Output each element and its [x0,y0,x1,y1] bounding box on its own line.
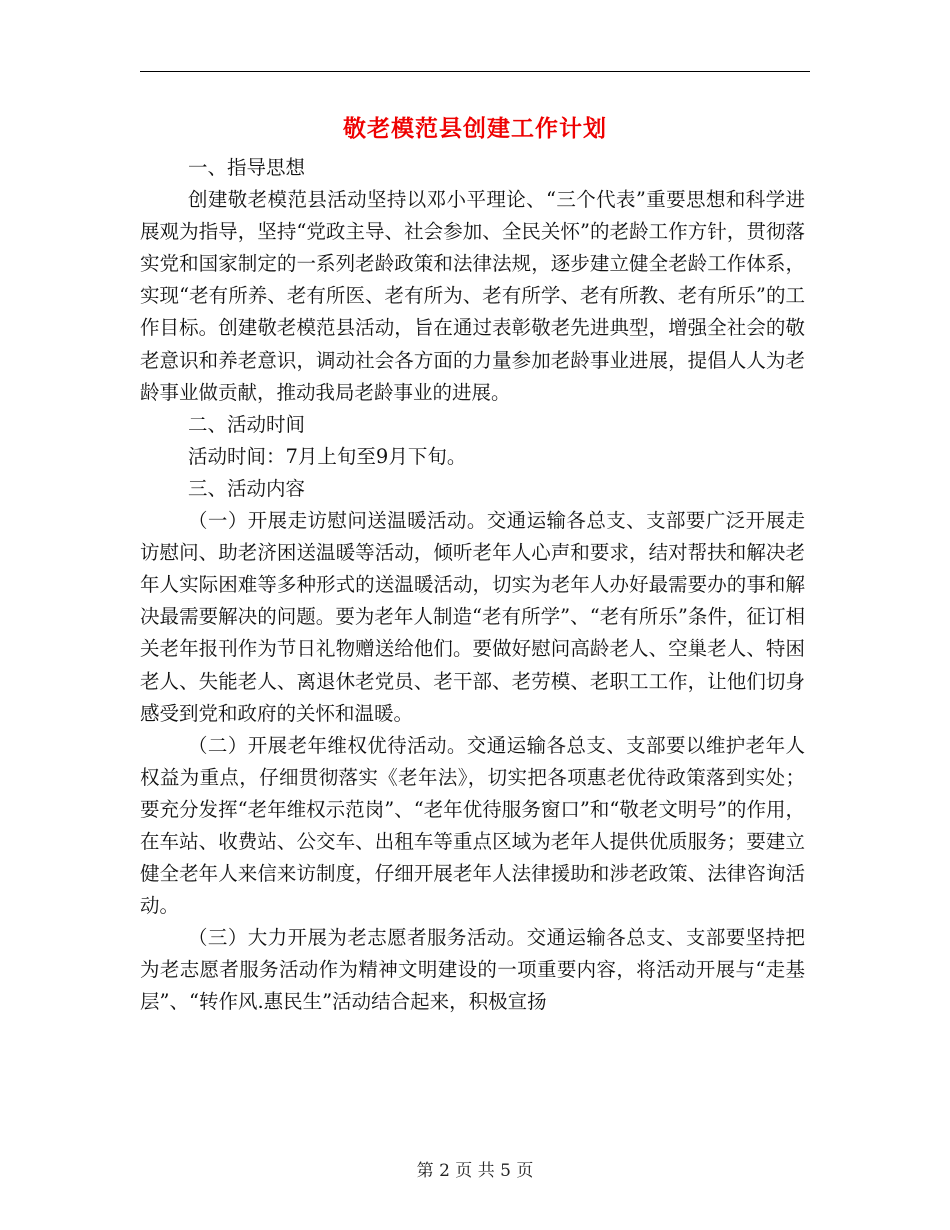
page-number: 第 2 页 共 5 页 [416,1161,534,1181]
section-heading-activity-time: 二、活动时间 [188,412,306,436]
section-heading-guiding-ideology: 一、指导思想 [188,156,306,179]
paragraph-rights-protection: （二）开展老年维权优待活动。交通运输各总支、支部要以维护老年人权益为重点，仔细贯彻落实《老年法》，切实把各项惠老优待政策落到实处；要充分发挥“老年维权示范岗”、“老年优待服务窗口”和“敬老文明号”的作用，在车站、收费站、公交车、出租车等重点区域为老年人提供优质服务；要建立健全老年人来信来访制度，仔细开展老年人法律援助和涉老政策、法律咨询活动。 [140,733,805,918]
document-body [140,152,805,1019]
paragraph-visit-condolence: （一）开展走访慰问送温暖活动。交通运输各总支、支部要广泛开展走访慰问、助老济困送温暖等活动，倾听老年人心声和要求，结对帮扶和解决老年人实际困难等多种形式的送温暖活动，切实为老年人办好最需要办的事和解决最需要解决的问题。要为老年人制造“老有所学”、“老有所乐”条件，征订相关老年报刊作为节日礼物赠送给他们。要做好慰问高龄老人、空巢老人、特困老人、失能老人、离退休老党员、老干部、老劳模、老职工工作，让他们切身感受到党和政府的关怀和温暖。 [140,509,805,725]
header-rule [140,71,810,72]
paragraph-volunteer-service: （三）大力开展为老志愿者服务活动。交通运输各总支、支部要坚持把为老志愿者服务活动作为精神文明建设的一项重要内容，将活动开展与“走基层”、“转作风.惠民生”活动结合起来，积极宣扬 [140,926,805,1014]
paragraph-guiding-ideology: 创建敬老模范县活动坚持以邓小平理论、“三个代表”重要思想和科学进展观为指导，坚持“党政主导、社会参加、全民关怀”的老龄工作方针，贯彻落实党和国家制定的一系列老龄政策和法律法规，逐步建立健全老龄工作体系，实现“老有所养、老有所医、老有所为、老有所学、老有所教、老有所乐”的工作目标。创建敬老模范县活动，旨在通过表彰敬老先进典型，增强全社会的敬老意识和养老意识，调动社会各方面的力量参加老龄事业进展，提倡人人为老龄事业做贡献，推动我局老龄事业的进展。 [140,188,805,404]
section-heading-activity-content: 三、活动内容 [188,476,306,500]
paragraph-activity-time: 活动时间：7月上旬至9月下旬。 [188,444,467,468]
document-title: 敬老模范县创建工作计划 [343,115,607,142]
